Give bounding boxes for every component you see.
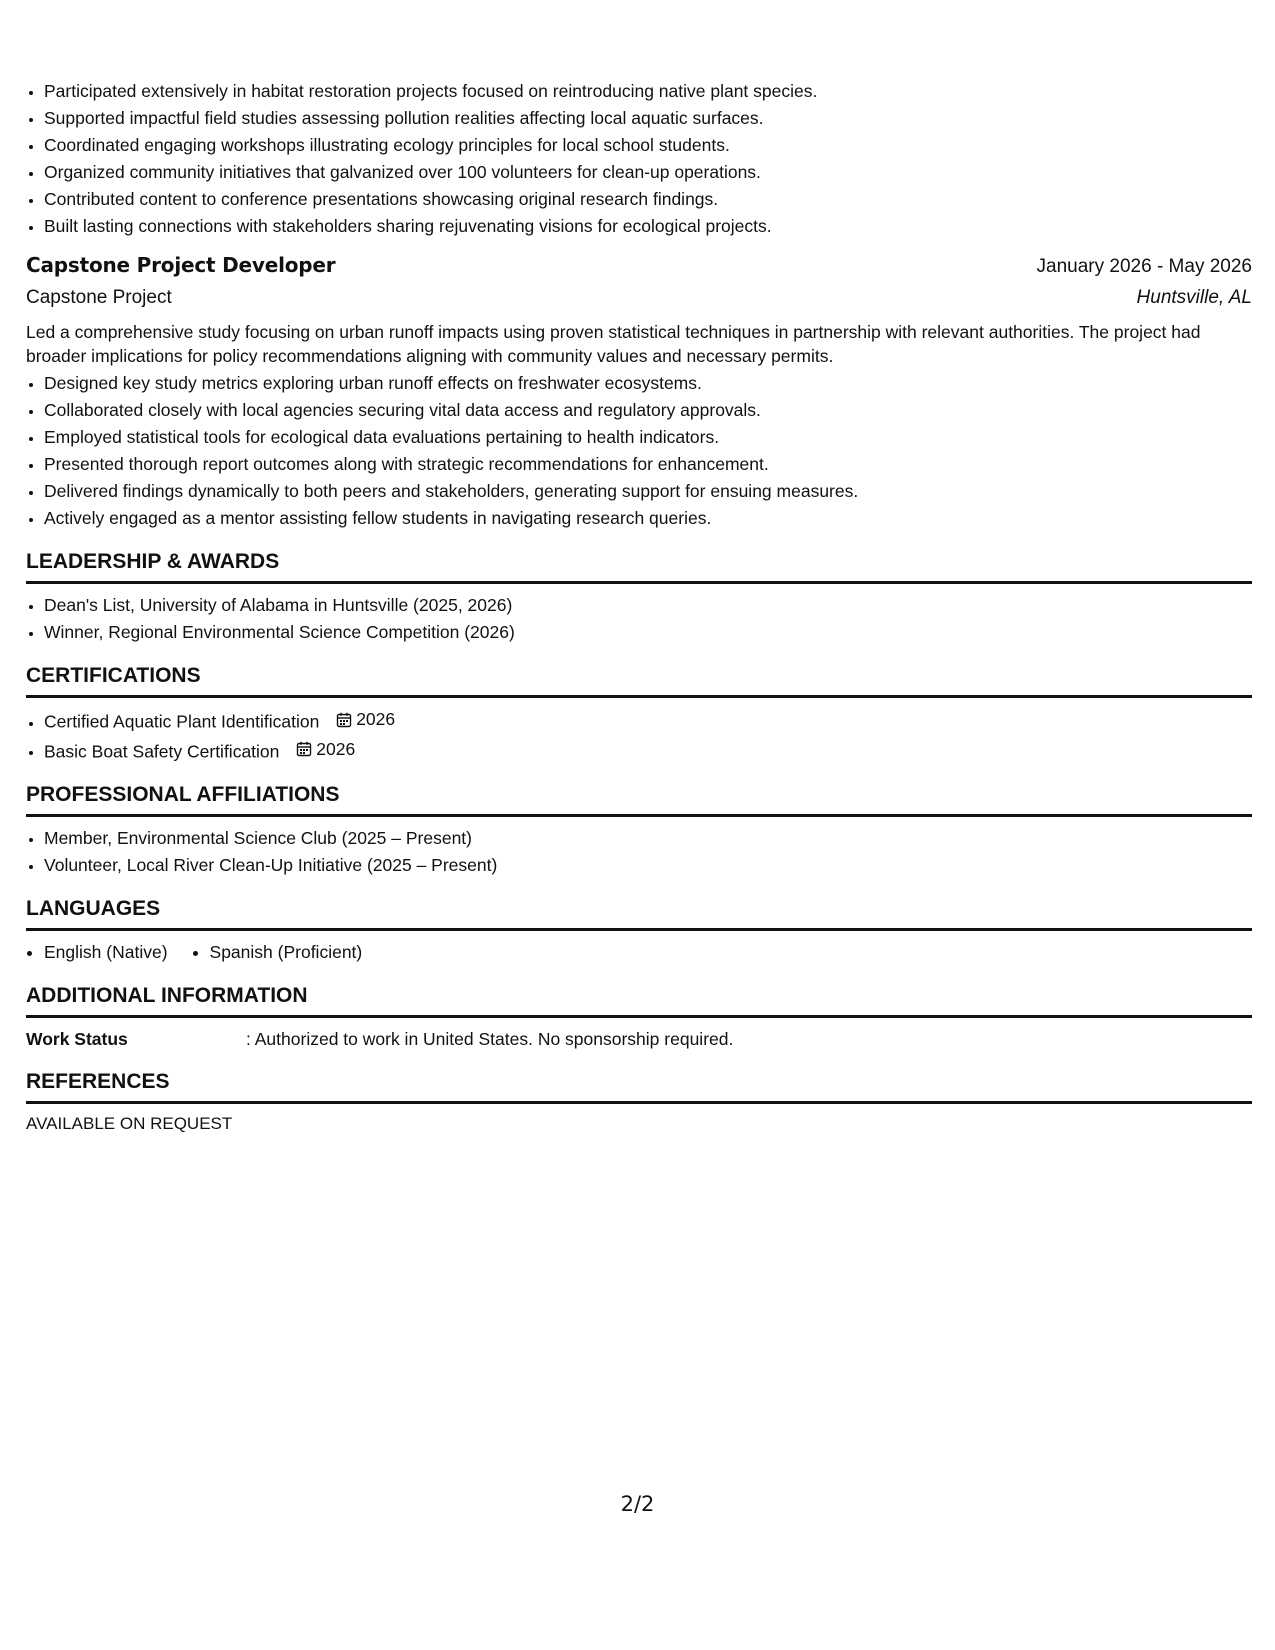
list-item: • English (Native) [44,939,168,966]
list-item: • Actively engaged as a mentor assisting fellow students in navigating research queries. [44,505,1252,532]
job-location: Huntsville, AL [1136,287,1252,308]
section-heading: PROFESSIONAL AFFILIATIONS [26,781,1252,817]
list-item: • Employed statistical tools for ecological data evaluations pertaining to health indicators. [44,424,1252,451]
certification-year: 2026 [316,738,356,759]
leadership-section [26,548,1252,646]
list-item: • Supported impactful field studies assessing pollution realities affecting local aquatic surfaces. [44,105,1252,132]
list-item: • Coordinated engaging workshops illustrating ecology principles for local school students. [44,132,1252,159]
job-dates: January 2026 - May 2026 [1036,256,1252,277]
list-item: • Winner, Regional Environmental Science Competition (2026) [44,619,1252,646]
info-value: : Authorized to work in United States. No sponsorship required. [246,1029,734,1049]
list-item: • Spanish (Proficient) [210,939,363,966]
list-item: • Participated extensively in habitat restoration projects focused on reintroducing native plant species. [44,78,1252,105]
job-entry [26,250,1252,532]
list-item [44,736,1252,766]
list-item: • Built lasting connections with stakeholders sharing rejuvenating visions for ecological projects. [44,213,1252,240]
calendar-icon [296,741,312,757]
calendar-icon [336,712,352,728]
certification-name: Certified Aquatic Plant Identification [44,711,320,732]
list-item: • Dean's List, University of Alabama in Huntsville (2025, 2026) [44,592,1252,619]
references-text: AVAILABLE ON REQUEST [26,1114,233,1133]
certifications-section [26,662,1252,765]
certification-year: 2026 [356,709,396,729]
list-item: • Organized community initiatives that galvanized over 100 volunteers for clean-up operations. [44,159,1252,186]
job-description: Led a comprehensive study focusing on urban runoff impacts using proven statistical techniques in partnership with relevant authorities. The project had broader implications for policy recommendations aligning with community values and necessary permits. [26,322,1201,366]
affiliations-section [26,781,1252,879]
list-item: • Presented thorough report outcomes along with strategic recommendations for enhancement. [44,451,1252,478]
additional-info-section [26,982,1252,1052]
page-number: 2/2 [620,1492,655,1516]
list-item: • Contributed content to conference presentations showcasing original research findings. [44,186,1252,213]
references-section [26,1068,1252,1136]
list-item: • Member, Environmental Science Club (2025 – Present) [44,825,1252,852]
section-heading: REFERENCES [26,1068,1252,1104]
section-heading: LANGUAGES [26,895,1252,931]
resume-page [26,78,1252,1136]
list-item: • Designed key study metrics exploring urban runoff effects on freshwater ecosystems. [44,370,1252,397]
info-label: Work Status [26,1029,128,1049]
list-item [44,706,1252,736]
job-organization: Capstone Project [26,287,172,308]
intro-bullet-list [26,78,1252,240]
list-item: • Collaborated closely with local agencies securing vital data access and regulatory approvals. [44,397,1252,424]
list-item: • Delivered findings dynamically to both peers and stakeholders, generating support for ensuing measures. [44,478,1252,505]
section-heading: ADDITIONAL INFORMATION [26,982,1252,1018]
job-title: Capstone Project Developer [26,253,336,277]
job-bullet-list [26,370,1252,532]
languages-section [26,895,1252,966]
certification-name: Basic Boat Safety Certification [44,741,280,761]
section-heading: LEADERSHIP & AWARDS [26,548,1252,584]
list-item: • Volunteer, Local River Clean-Up Initiative (2025 – Present) [44,852,1252,879]
section-heading: CERTIFICATIONS [26,662,1252,698]
